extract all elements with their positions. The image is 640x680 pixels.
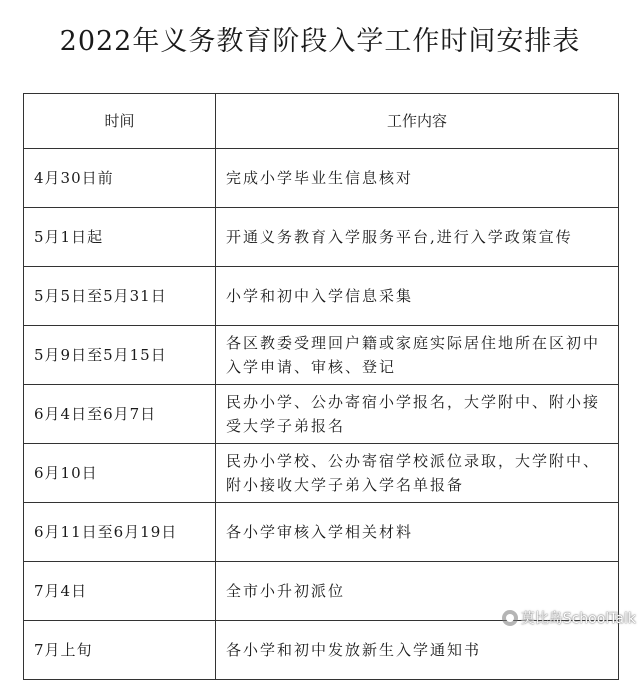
cell-time: 7月上旬: [24, 621, 216, 680]
cell-time: 5月5日至5月31日: [24, 267, 216, 326]
schedule-table: [23, 93, 619, 680]
table-row: [24, 503, 619, 562]
table-row: [24, 621, 619, 680]
cell-content: 各区教委受理回户籍或家庭实际居住地所在区初中入学申请、审核、登记: [216, 326, 619, 385]
table-row: [24, 444, 619, 503]
table-row: [24, 208, 619, 267]
header-content: 工作内容: [216, 94, 619, 149]
cell-content: 全市小升初派位: [216, 562, 619, 621]
table-row: [24, 385, 619, 444]
cell-time: 5月1日起: [24, 208, 216, 267]
table-header-row: [24, 94, 619, 149]
watermark-text: 莫比岛SchoolTalk: [520, 611, 636, 627]
cell-time: 7月4日: [24, 562, 216, 621]
cell-content: 开通义务教育入学服务平台,进行入学政策宣传: [216, 208, 619, 267]
wechat-icon: [502, 610, 518, 626]
watermark: [502, 608, 636, 628]
cell-content: 小学和初中入学信息采集: [216, 267, 619, 326]
table-row: [24, 326, 619, 385]
header-time: 时间: [24, 94, 216, 149]
document-title: 2022年义务教育阶段入学工作时间安排表: [59, 26, 581, 57]
cell-time: 6月4日至6月7日: [24, 385, 216, 444]
cell-time: 6月10日: [24, 444, 216, 503]
cell-content: 各小学审核入学相关材料: [216, 503, 619, 562]
cell-content: 各小学和初中发放新生入学通知书: [216, 621, 619, 680]
cell-time: 4月30日前: [24, 149, 216, 208]
table-row: [24, 149, 619, 208]
cell-content: 完成小学毕业生信息核对: [216, 149, 619, 208]
cell-time: 6月11日至6月19日: [24, 503, 216, 562]
table-row: [24, 267, 619, 326]
cell-time: 5月9日至5月15日: [24, 326, 216, 385]
cell-content: 民办小学校、公办寄宿学校派位录取，大学附中、附小接收大学子弟入学名单报备: [216, 444, 619, 503]
cell-content: 民办小学、公办寄宿小学报名，大学附中、附小接受大学子弟报名: [216, 385, 619, 444]
